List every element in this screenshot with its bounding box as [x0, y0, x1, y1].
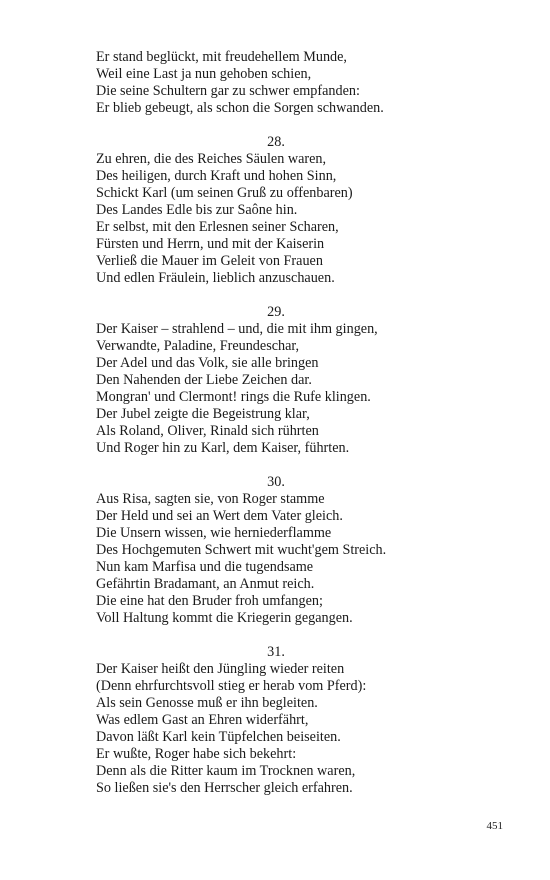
verse-line: Verwandte, Paladine, Freundeschar,	[96, 338, 300, 354]
verse-line: Des Landes Edle bis zur Saône hin.	[96, 202, 298, 218]
verse-line: (Denn ehrfurchtsvoll stieg er herab vom Pferd):	[96, 678, 367, 694]
verse-line: Voll Haltung kommt die Kriegerin gegangen.	[96, 610, 353, 626]
verse-line: Der Adel und das Volk, sie alle bringen	[96, 355, 319, 371]
verse-line: Die eine hat den Bruder froh umfangen;	[96, 593, 323, 609]
verse-line: Er selbst, mit den Erlesnen seiner Scharen,	[96, 219, 339, 235]
verse-line: Nun kam Marfisa und die tugendsame	[96, 559, 314, 575]
verse-line: Er blieb gebeugt, als schon die Sorgen schwanden.	[96, 100, 384, 116]
verse-line: Der Kaiser – strahlend – und, die mit ihm gingen,	[96, 321, 378, 337]
verse-line: Denn als die Ritter kaum im Trocknen waren,	[96, 763, 356, 779]
verse-line: Die seine Schultern gar zu schwer empfanden:	[96, 83, 360, 99]
verse-line: Davon läßt Karl kein Tüpfelchen beiseiten.	[96, 729, 341, 745]
verse-line: Des heiligen, durch Kraft und hohen Sinn,	[96, 168, 337, 184]
stanza-number: 31.	[267, 644, 285, 660]
stanza-29	[96, 304, 456, 457]
verse-line: Er stand beglückt, mit freudehellem Munde,	[96, 49, 347, 65]
verse-line: Gefährtin Bradamant, an Anmut reich.	[96, 576, 315, 592]
stanza-number: 30.	[267, 474, 285, 490]
stanza-number: 29.	[267, 304, 285, 320]
verse-line: Aus Risa, sagten sie, von Roger stamme	[96, 491, 325, 507]
page-number: 451	[486, 820, 503, 832]
verse-line: Als Roland, Oliver, Rinald sich rührten	[96, 423, 319, 439]
verse-line: Und Roger hin zu Karl, dem Kaiser, führten.	[96, 440, 350, 456]
poem-text	[96, 49, 456, 797]
verse-line: Der Jubel zeigte die Begeistrung klar,	[96, 406, 310, 422]
verse-line: So ließen sie's den Herrscher gleich erfahren.	[96, 780, 353, 796]
verse-line: Was edlem Gast an Ehren widerfährt,	[96, 712, 309, 728]
verse-line: Des Hochgemuten Schwert mit wucht'gem Streich.	[96, 542, 387, 558]
verse-line: Und edlen Fräulein, lieblich anzuschauen.	[96, 270, 335, 286]
verse-line: Der Held und sei an Wert dem Vater gleich.	[96, 508, 343, 524]
verse-line: Fürsten und Herrn, und mit der Kaiserin	[96, 236, 325, 252]
stanza-30	[96, 474, 456, 627]
stanza-31	[96, 644, 456, 797]
verse-line: Verließ die Mauer im Geleit von Frauen	[96, 253, 323, 269]
verse-line: Weil eine Last ja nun gehoben schien,	[96, 66, 312, 82]
stanza-continuation	[96, 49, 456, 117]
stanza-number: 28.	[267, 134, 285, 150]
verse-line: Mongran' und Clermont! rings die Rufe klingen.	[96, 389, 371, 405]
verse-line: Zu ehren, die des Reiches Säulen waren,	[96, 151, 327, 167]
verse-line: Er wußte, Roger habe sich bekehrt:	[96, 746, 297, 762]
verse-line: Schickt Karl (um seinen Gruß zu offenbaren)	[96, 185, 353, 201]
verse-line: Die Unsern wissen, wie herniederflamme	[96, 525, 332, 541]
verse-line: Als sein Genosse muß er ihn begleiten.	[96, 695, 318, 711]
verse-line: Den Nahenden der Liebe Zeichen dar.	[96, 372, 312, 388]
stanza-28	[96, 134, 456, 287]
verse-line: Der Kaiser heißt den Jüngling wieder reiten	[96, 661, 345, 677]
